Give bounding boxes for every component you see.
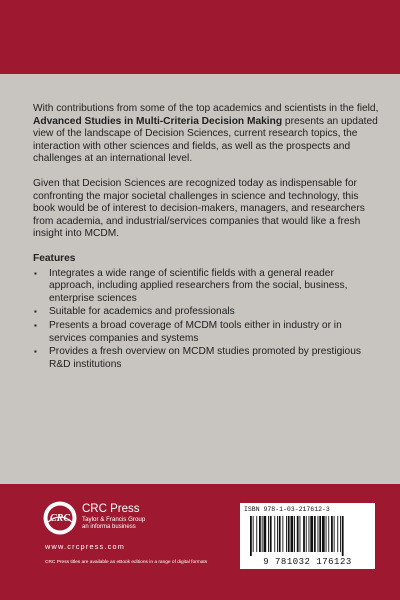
bullet-icon: ▪: [34, 347, 37, 357]
bullet-icon: ▪: [34, 307, 37, 317]
logo-text: CRC: [49, 513, 71, 524]
barcode-bar: [310, 516, 313, 552]
barcode-bar: [314, 516, 316, 552]
barcode-bar: [253, 516, 254, 552]
barcode-bar: [270, 516, 272, 552]
intro-text-end: presents an updated view of the landscape of Decision Sciences, current research topics, the interaction with other sciences and fields, as well as the prospects and challenges at an international level.: [33, 115, 378, 165]
barcode-bar: [306, 516, 307, 552]
publisher-url[interactable]: www.crcpress.com: [45, 542, 126, 551]
feature-item: [33, 268, 381, 306]
barcode-bar: [288, 516, 290, 552]
publisher-business: an informa business: [82, 524, 136, 530]
feature-text: Integrates a wide range of scientific fields with a general reader approach, including applied researchers from the social, business, enterprise sciences: [49, 267, 348, 304]
top-color-band: [0, 0, 400, 74]
features-heading: Features: [33, 252, 76, 264]
ebook-note: CRC Press titles are available as eBook editions in a range of digital formats: [45, 560, 208, 565]
barcode-bar: [319, 516, 321, 552]
feature-text: Suitable for academics and professionals: [49, 306, 235, 318]
barcode-bar: [322, 516, 325, 552]
feature-item: [33, 320, 381, 345]
barcode-bar: [331, 516, 333, 552]
feature-text: Provides a fresh overview on MCDM studies promoted by prestigious R&D institutions: [49, 346, 361, 370]
barcode-bar: [256, 516, 257, 552]
book-title: Advanced Studies in Multi-Criteria Decision Making: [33, 115, 283, 127]
intro-paragraph: [33, 103, 381, 166]
barcode-bar: [259, 516, 261, 552]
barcode-bar: [300, 516, 301, 552]
barcode-bar: [318, 516, 319, 552]
intro-text-start: With contributions from some of the top academics and scientists in the field,: [33, 103, 379, 114]
barcode-bar: [282, 516, 283, 552]
barcode-bar: [279, 516, 281, 552]
features-list: [33, 268, 381, 372]
barcode-bar: [337, 516, 338, 552]
bullet-icon: ▪: [34, 268, 37, 278]
barcode-bar: [262, 516, 263, 552]
barcode-bar: [277, 516, 278, 552]
publisher-name: CRC Press: [82, 503, 140, 515]
feature-item: [33, 346, 381, 371]
feature-item: [33, 306, 381, 319]
barcode-bar: [294, 516, 295, 552]
bullet-icon: ▪: [34, 320, 37, 330]
barcode-bar: [250, 516, 252, 556]
publisher-group: Taylor & Francis Group: [82, 516, 146, 523]
barcode-bar: [297, 516, 299, 552]
barcode-bar: [309, 516, 310, 552]
barcode-bars: [244, 516, 371, 556]
barcode-bar: [340, 516, 341, 552]
barcode-bar: [274, 516, 275, 552]
barcode-bar: [268, 516, 269, 552]
barcode-bar: [328, 516, 329, 552]
barcode-bar: [286, 516, 287, 552]
barcode-number: 9 781032 176123: [263, 557, 352, 567]
barcode-bar: [334, 516, 335, 552]
audience-paragraph: Given that Decision Sciences are recognized today as indispensable for confronting the major societal challenges in science and technology, this book would be of interest to decision-makers, managers, and researchers from academia, and industrial/services companies that would like a fresh insight into MCDM.: [33, 177, 365, 240]
barcode-bar: [342, 516, 344, 556]
barcode-box: [240, 503, 375, 569]
feature-text: Presents a broad coverage of MCDM tools either in industry or in services companies and systems: [49, 319, 342, 344]
back-cover-text: [33, 103, 381, 372]
barcode-bar: [326, 516, 327, 552]
crc-press-logo: [42, 500, 78, 536]
isbn-label: ISBN 978-1-03-217612-3: [244, 506, 330, 513]
barcode-bar: [303, 516, 305, 552]
barcode-bar: [291, 516, 294, 552]
barcode-bar: [264, 516, 267, 552]
